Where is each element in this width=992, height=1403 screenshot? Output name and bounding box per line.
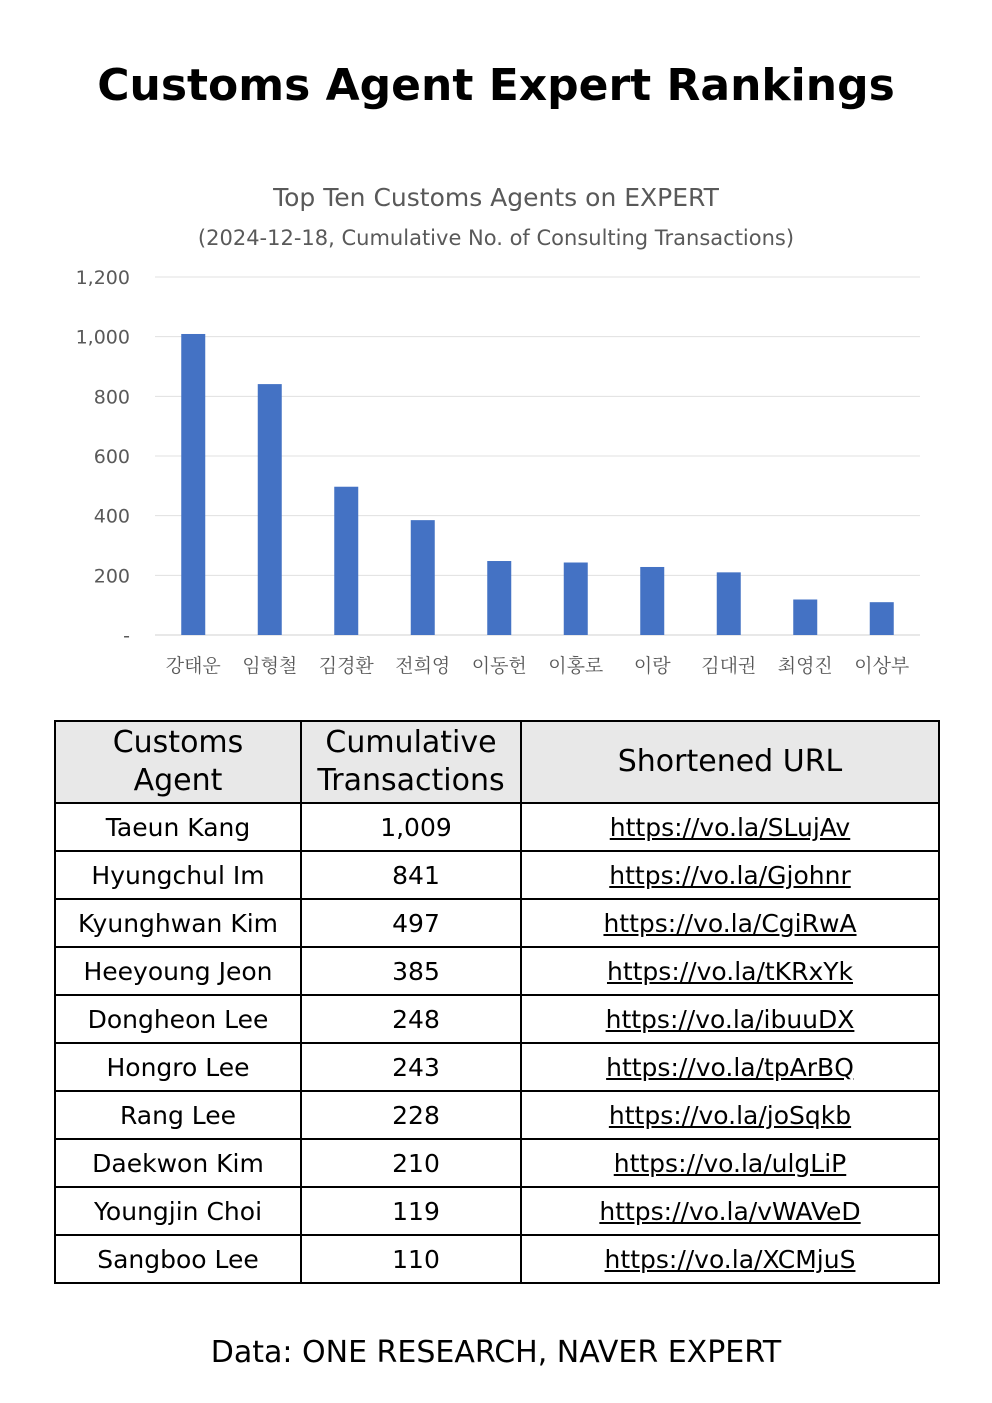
agent-name-cell: Dongheon Lee	[55, 995, 301, 1043]
transactions-cell: 385	[301, 947, 521, 995]
y-tick-label: 1,000	[75, 326, 130, 349]
shortened-url-link[interactable]: https://vo.la/tKRxYk	[521, 947, 939, 995]
table-row	[55, 1091, 939, 1139]
data-source-note: Data: ONE RESEARCH, NAVER EXPERT	[210, 1335, 782, 1370]
shortened-url-link[interactable]: https://vo.la/vWAVeD	[521, 1187, 939, 1235]
x-category-label: 최영진	[777, 655, 833, 677]
bar	[717, 572, 741, 635]
bar	[793, 599, 817, 635]
table-row	[55, 995, 939, 1043]
table-row	[55, 947, 939, 995]
table-row	[55, 899, 939, 947]
transactions-cell: 110	[301, 1235, 521, 1283]
bar	[334, 487, 358, 635]
y-tick-label: 200	[93, 565, 130, 588]
agent-name-cell: Daekwon Kim	[55, 1139, 301, 1187]
shortened-url-link[interactable]: https://vo.la/XCMjuS	[521, 1235, 939, 1283]
agent-name-cell: Taeun Kang	[55, 803, 301, 851]
shortened-url-link[interactable]: https://vo.la/ibuuDX	[521, 995, 939, 1043]
bar-chart	[0, 170, 992, 690]
agent-name-cell: Hyungchul Im	[55, 851, 301, 899]
x-category-label: 이동헌	[471, 655, 527, 677]
x-category-label: 이랑	[633, 655, 671, 677]
table-row	[55, 851, 939, 899]
shortened-url-link[interactable]: https://vo.la/SLujAv	[521, 803, 939, 851]
transactions-cell: 248	[301, 995, 521, 1043]
transactions-cell: 243	[301, 1043, 521, 1091]
y-tick-label: -	[123, 625, 130, 647]
x-category-label: 전희영	[395, 655, 451, 677]
table-row	[55, 1187, 939, 1235]
shortened-url-link[interactable]: https://vo.la/ulgLiP	[521, 1139, 939, 1187]
chart-title: Top Ten Customs Agents on EXPERT	[273, 183, 719, 212]
agent-name-cell: Kyunghwan Kim	[55, 899, 301, 947]
bar	[564, 563, 588, 635]
table-row	[55, 1139, 939, 1187]
agent-name-cell: Hongro Lee	[55, 1043, 301, 1091]
bar	[181, 334, 205, 635]
table-header-row	[55, 721, 939, 803]
agent-name-cell: Heeyoung Jeon	[55, 947, 301, 995]
y-axis-ticks	[76, 267, 130, 647]
header-shortened-url: Shortened URL	[521, 721, 939, 803]
x-category-label: 김경환	[318, 655, 374, 677]
y-tick-label: 400	[93, 505, 130, 528]
shortened-url-link[interactable]: https://vo.la/tpArBQ	[521, 1043, 939, 1091]
x-category-label: 이상부	[854, 655, 910, 677]
y-tick-label: 800	[93, 386, 130, 409]
transactions-cell: 228	[301, 1091, 521, 1139]
x-category-label: 강태운	[165, 655, 221, 677]
transactions-cell: 841	[301, 851, 521, 899]
x-category-label: 김대권	[701, 655, 757, 677]
x-axis-categories	[166, 654, 910, 677]
x-category-label: 이홍로	[548, 655, 604, 677]
transactions-cell: 1,009	[301, 803, 521, 851]
shortened-url-link[interactable]: https://vo.la/CgiRwA	[521, 899, 939, 947]
table-row	[55, 1235, 939, 1283]
bar	[640, 567, 664, 635]
shortened-url-link[interactable]: https://vo.la/joSqkb	[521, 1091, 939, 1139]
y-tick-label: 1,200	[75, 267, 130, 289]
chart-subtitle: (2024-12-18, Cumulative No. of Consulting Transactions)	[197, 226, 795, 250]
table-row	[55, 803, 939, 851]
y-tick-label: 600	[93, 446, 130, 468]
header-customs-agent: Customs Agent	[55, 721, 301, 803]
transactions-cell: 119	[301, 1187, 521, 1235]
bar	[487, 561, 511, 635]
table-row	[55, 1043, 939, 1091]
header-cumulative-transactions: Cumulative Transactions	[301, 721, 521, 803]
page-title: Customs Agent Expert Rankings	[97, 60, 895, 111]
shortened-url-link[interactable]: https://vo.la/Gjohnr	[521, 851, 939, 899]
transactions-cell: 497	[301, 899, 521, 947]
bars	[181, 334, 894, 635]
bar	[411, 520, 435, 635]
rankings-table	[54, 720, 940, 1284]
agent-name-cell: Sangboo Lee	[55, 1235, 301, 1283]
x-category-label: 임형철	[242, 655, 298, 677]
bar	[258, 384, 282, 635]
agent-name-cell: Youngjin Choi	[55, 1187, 301, 1235]
bar	[870, 602, 894, 635]
transactions-cell: 210	[301, 1139, 521, 1187]
agent-name-cell: Rang Lee	[55, 1091, 301, 1139]
